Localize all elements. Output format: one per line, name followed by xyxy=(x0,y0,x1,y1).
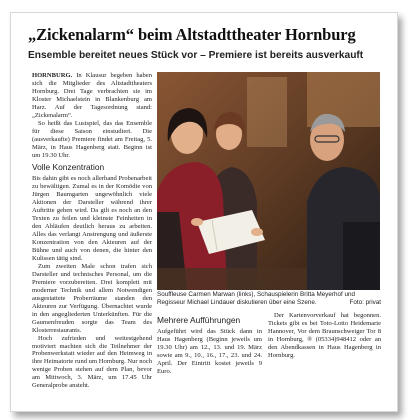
article-column-2 xyxy=(157,312,262,376)
paragraph: Hoch zufrieden und weitestgehend motiviert machten sich die Teilnehmer der Probenwerkstatt wieder auf den Heimweg in ihre Heimatorte rund um Hornburg. Nur noch wenige Proben stehen auf dem Plan, bevor am Mittwoch, 3. März, um 17.45 Uhr Generalprobe ansteht. xyxy=(32,334,152,390)
section-heading: Mehrere Aufführungen xyxy=(157,315,241,325)
photo-icon xyxy=(157,72,380,290)
intro-text: In Klausur begeben haben sich die Mitglieder des Altstadttheaters Hornburg. Drei Tage verbrachten sie im Kloster Michaelstein in Blankenburg am Harz. Auf der Tagesordnung stand: „Zickenalarm“. xyxy=(32,72,152,119)
article-photo xyxy=(157,72,380,290)
paragraph: Zum zweiten Male schon trafen sich Darsteller und technisches Personal, um die Premiere vorzubereiten. Drei komplett mit moderner Technik und allem Notwendigen ausgestattete Proberräume standen den Akteuren zur Verfügung. Übernachtet wurde in den angegliederten Unterkünften. Für die Gaumenfreuden sorgte das Team des Klosterrestaurants. xyxy=(32,262,152,334)
photo-caption xyxy=(157,291,381,307)
dateline: HORNBURG. xyxy=(32,72,73,79)
caption-text: Souffleuse Carmen Marwan (links), Schauspielerin Britta Meyerhof und Regisseur Michael Lindauer diskutieren über eine Szene. xyxy=(157,291,355,306)
paragraph: Aufgeführt wird das Stück dann in Haus Hagenberg (Beginn jeweils um 19.30 Uhr) am 12., 13. und 19. März sowie am 9., 10., 16., 17., 23. und 24. April. Der Eintritt kostet jeweils 9 Euro. xyxy=(157,328,262,375)
article-column-1 xyxy=(32,72,152,390)
article-subheadline: Ensemble bereitet neues Stück vor – Premiere ist bereits ausverkauft xyxy=(28,50,364,61)
section-heading: Volle Konzentration xyxy=(32,162,105,173)
article-headline: „Zickenalarm“ beim Altstadttheater Hornburg xyxy=(28,25,356,44)
paragraph: So heißt das Lustspiel, das das Ensemble für diese Saison einstudiert. Die (ausverkaufte) Premiere findet am Freitag, 5. März, in Haus Hagenberg statt. Beginn ist um 19.30 Uhr. xyxy=(32,119,152,159)
photo-credit: Foto: privat xyxy=(349,299,381,306)
intro-paragraph xyxy=(32,72,152,120)
article-column-3 xyxy=(268,312,381,360)
paragraph: Bis dahin gibt es noch allerhand Probenarbeit zu bewältigen. Zumal es in der Komödie von Jürgen Baumgarten ungewöhnlich viele Aktionen der Darsteller während ihrer Auftritte geben wird. Da gilt es noch an den Texten zu feilen und kleinste Feinheiten in den Abläufen deutlich heraus zu arbeiten. Alles das verlangt Anstrengung und äußerste Konzentration von den Akteuren auf der Bühne und auch von denen, die hinter den Kulissen tätig sind. xyxy=(32,175,152,263)
paragraph: Der Kartenvorverkauf hat begonnen. Tickets gibt es bei Toto-Lotto Heidemarie Hannover, Vor dem Braunschweiger Tor 8 in Hornburg, ® (05334)948412 oder an den Abendkassen in Haus Hagenberg in Hornburg. xyxy=(268,312,381,359)
